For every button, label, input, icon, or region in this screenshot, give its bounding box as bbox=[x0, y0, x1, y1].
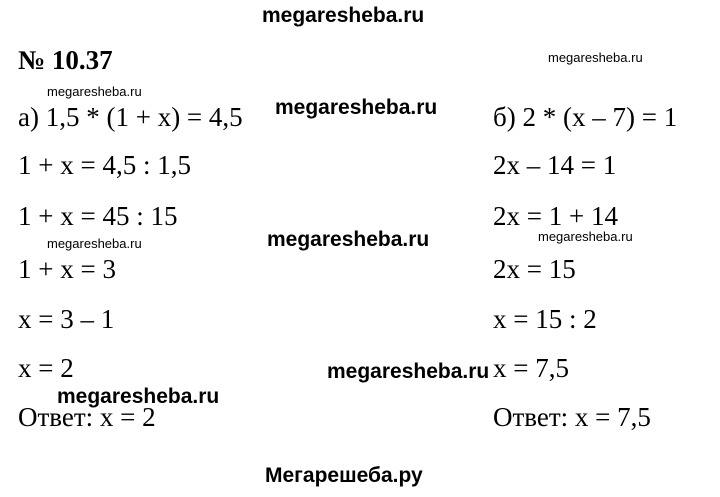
header-watermark: megaresheba.ru bbox=[262, 4, 425, 27]
part-a-line-3: 1 + x = 45 : 15 bbox=[18, 201, 178, 231]
part-b-line-2: 2x – 14 = 1 bbox=[493, 150, 617, 180]
part-a-line-1: а) 1,5 * (1 + x) = 4,5 bbox=[18, 102, 243, 132]
part-a-line-4: 1 + x = 3 bbox=[18, 254, 116, 284]
part-b-line-1: б) 2 * (x – 7) = 1 bbox=[493, 102, 678, 132]
problem-number: № 10.37 bbox=[18, 45, 113, 75]
part-a-line-2: 1 + x = 4,5 : 1,5 bbox=[18, 150, 191, 180]
footer-watermark: Мегарешеба.ру bbox=[265, 464, 423, 487]
inline-watermark-lower-center: megaresheba.ru bbox=[327, 360, 490, 383]
part-b-line-3: 2x = 1 + 14 bbox=[493, 201, 618, 231]
part-b-line-6: x = 7,5 bbox=[493, 353, 569, 383]
small-watermark-top-left: megaresheba.ru bbox=[47, 84, 142, 99]
part-a-line-5: x = 3 – 1 bbox=[18, 304, 115, 334]
inline-watermark-lower-left: megaresheba.ru bbox=[57, 385, 220, 408]
small-watermark-mid-left: megaresheba.ru bbox=[47, 236, 142, 251]
inline-watermark-middle: megaresheba.ru bbox=[267, 228, 430, 251]
inline-watermark-top: megaresheba.ru bbox=[275, 96, 438, 119]
part-a-answer: Ответ: x = 2 bbox=[18, 402, 156, 432]
part-a-line-6: x = 2 bbox=[18, 353, 74, 383]
part-b-answer: Ответ: x = 7,5 bbox=[493, 402, 651, 432]
small-watermark-top-right: megaresheba.ru bbox=[548, 50, 643, 65]
part-b-line-5: x = 15 : 2 bbox=[493, 304, 597, 334]
part-b-line-4: 2x = 15 bbox=[493, 254, 576, 284]
small-watermark-mid-right: megaresheba.ru bbox=[538, 229, 633, 244]
